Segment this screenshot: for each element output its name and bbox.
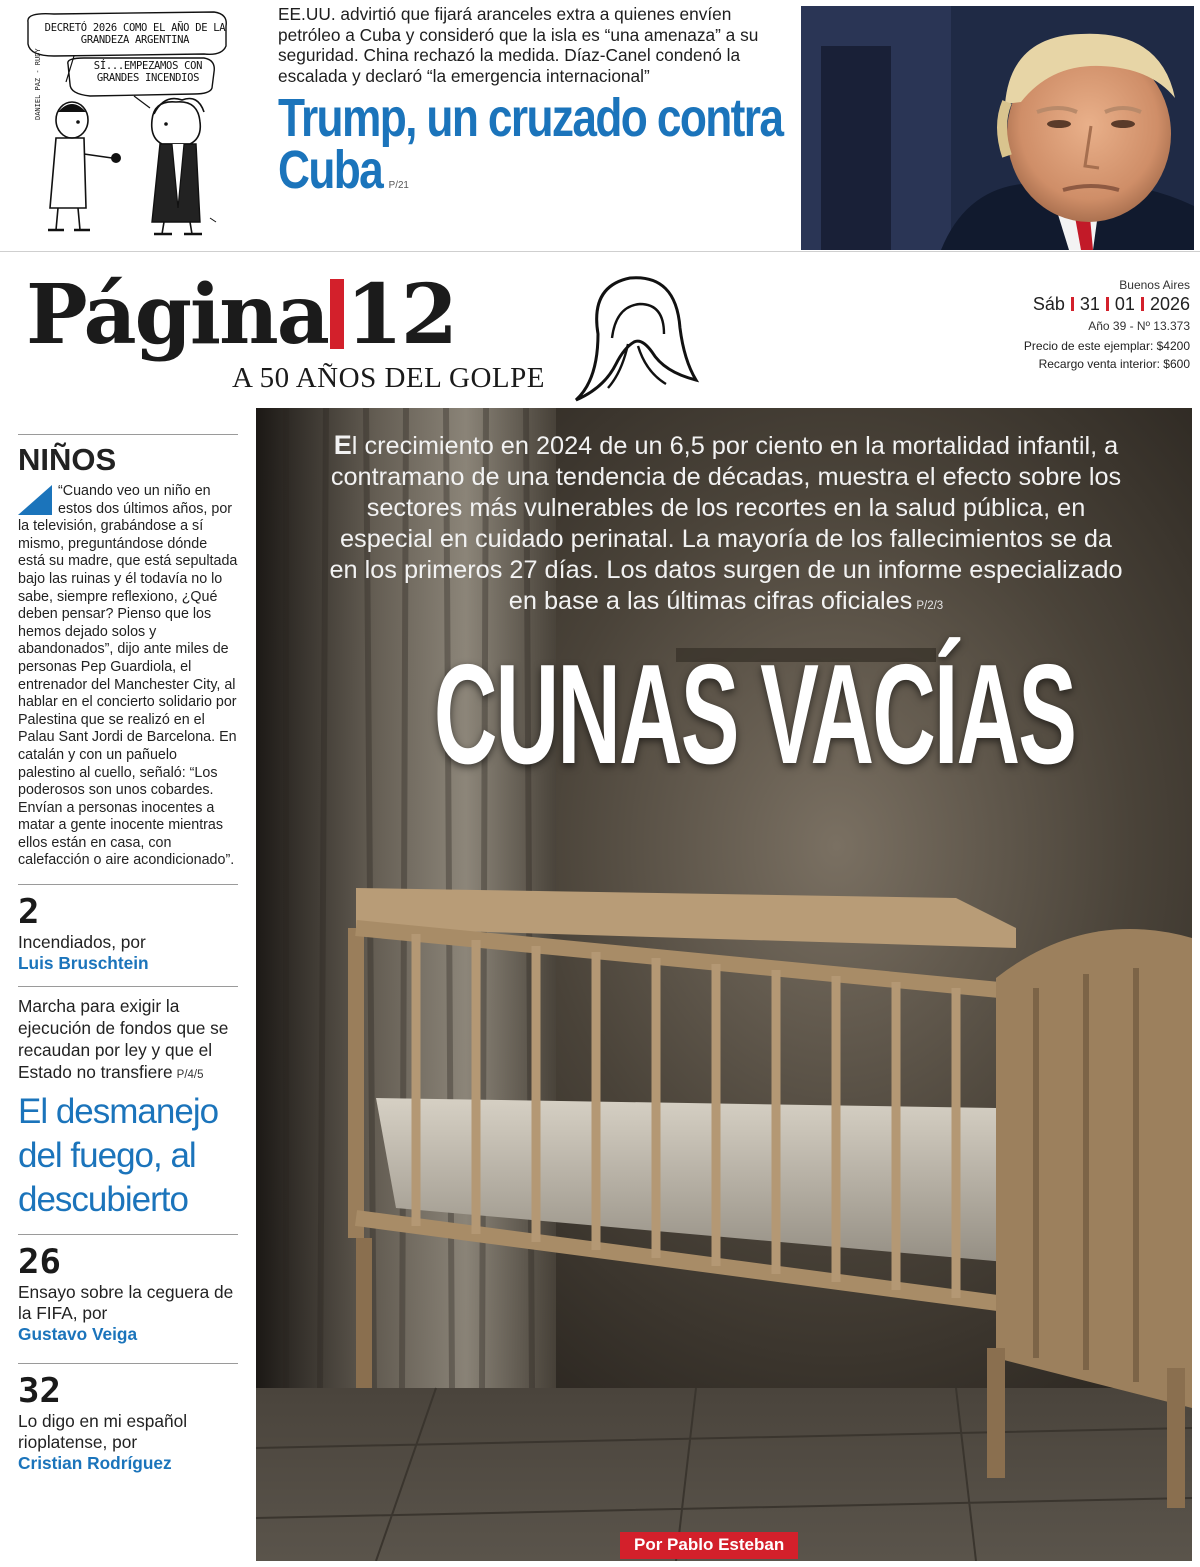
- fuego-headline[interactable]: El desmanejo del fuego, al descubierto: [18, 1092, 219, 1220]
- index-page-number: 26: [18, 1242, 62, 1283]
- index-page-number: 32: [18, 1371, 62, 1412]
- ninos-body: [18, 483, 238, 870]
- index-item-2[interactable]: [18, 885, 238, 980]
- blue-triangle-icon: [18, 485, 52, 515]
- white-kerchief-icon: [568, 268, 700, 408]
- date-year: 2026: [1149, 294, 1190, 314]
- ninos-text: “Cuando veo un niño en estos dos últimos años, por la televisión, grabándose a sí mismo, preguntándose dónde está su madre, que está sepultada bajo las ruinas y él todavía no lo sabe, siempre reflexiono, ¿Qué deben pensar? Pienso que los hemos dejado solos y abandonados”, dijo ante miles de personas Pep Guardiola, el entrenador del Manchester City, al hablar en el concierto solidario por Palestina que se realizó en el Palau Sant Jordi de Barcelona. En catalán y con un pañuelo palestino al cuello, señaló: “Los poderosos son unos cobardes. Envían a personas inocentes a matar a gente inocente mientras ellos están en casa, con calefacción o aire acondicionado”.: [18, 483, 238, 869]
- edition-city: Buenos Aires: [1119, 278, 1190, 292]
- date-separator: [1141, 297, 1144, 311]
- index-item-26[interactable]: [18, 1235, 238, 1351]
- fuego-story[interactable]: [18, 987, 238, 1234]
- ninos-title[interactable]: NIÑOS: [18, 442, 117, 477]
- cartoon-bubble-2: SÍ...EMPEZAMOS CON GRANDES INCENDIOS: [93, 60, 203, 84]
- logo-text-right: 12: [345, 267, 456, 363]
- date-separator: [1106, 297, 1109, 311]
- main-story[interactable]: [256, 408, 1192, 1561]
- trump-portrait: [801, 6, 1194, 250]
- teaser-summary: EE.UU. advirtió que fijará aranceles extra a quienes envíen petróleo a Cuba y consideró que la isla es “una amenaza” a su seguridad. China rechazó la medida. Díaz-Canel condenó la escalada y declaró “la emergencia internacional”: [278, 4, 759, 86]
- index-item-author[interactable]: Luis Bruschtein: [18, 953, 149, 974]
- ninos-column[interactable]: [18, 443, 238, 870]
- main-page-ref: P/2/3: [916, 600, 944, 612]
- teaser-headline-box[interactable]: [278, 88, 803, 212]
- teaser-story[interactable]: [278, 4, 798, 212]
- index-item-text: Ensayo sobre la ceguera de la FIFA, por: [18, 1282, 234, 1324]
- index-item-text: Incendiados, por: [18, 932, 146, 953]
- masthead: [0, 262, 1200, 408]
- fuego-page-ref: P/4/5: [176, 1069, 204, 1082]
- main-summary: [326, 430, 1126, 622]
- index-item-text: Lo digo en mi español rioplatense, por: [18, 1411, 188, 1453]
- byline-badge[interactable]: Por Pablo Esteban: [620, 1532, 798, 1559]
- index-item-32[interactable]: [18, 1364, 238, 1480]
- top-strip: [0, 0, 1200, 252]
- edition-info: [1024, 278, 1190, 371]
- cartoon-bubble-1: DECRETÓ 2026 COMO EL AÑO DE LA GRANDEZA ARGENTINA: [44, 22, 226, 46]
- edition-issue-number: Año 39 - Nº 13.373: [1088, 319, 1190, 333]
- date-month: 01: [1114, 294, 1135, 314]
- editorial-cartoon[interactable]: [14, 8, 250, 244]
- edition-date: [1024, 294, 1190, 315]
- date-weekday: Sáb: [1032, 294, 1065, 314]
- cartoon-credit: DANIEL PAZ - RUDY: [34, 48, 42, 120]
- sidebar-divider: [18, 434, 238, 435]
- main-summary-text: l crecimiento en 2024 de un 6,5 por ciento en la mortalidad infantil, a contramano de una tendencia de décadas, muestra el efecto sobre los sectores más vulnerables de los recortes en la salud pública, en especial en cuidado perinatal. La mayoría de los fallecimientos se da en los primeros 27 días. Los datos surgen de un informe especializado en base a las últimas cifras oficiales: [329, 432, 1123, 615]
- trump-photo[interactable]: [801, 6, 1194, 250]
- logo-text-left: Página: [26, 267, 328, 363]
- index-item-author[interactable]: Gustavo Veiga: [18, 1324, 138, 1345]
- logo-red-bar: [330, 279, 344, 349]
- teaser-page-ref: P/21: [388, 180, 409, 191]
- edition-price: Precio de este ejemplar: $4200: [1023, 339, 1190, 353]
- teaser-headline[interactable]: Trump, un cruzado contra Cuba: [278, 88, 783, 200]
- index-item-author[interactable]: Cristian Rodríguez: [18, 1453, 172, 1474]
- logo-tagline: A 50 AÑOS DEL GOLPE: [232, 362, 545, 394]
- date-separator: [1071, 297, 1074, 311]
- main-summary-lead: E: [333, 430, 352, 460]
- sidebar: [18, 434, 238, 1480]
- edition-surcharge: Recargo venta interior: $600: [1038, 357, 1190, 371]
- fuego-summary-text: Marcha para exigir la ejecución de fondos que se recaudan por ley y que el Estado no transfiere: [18, 996, 229, 1083]
- date-day: 31: [1079, 294, 1100, 314]
- fuego-summary: [18, 987, 238, 1086]
- main-headline[interactable]: CUNAS VACÍAS: [433, 635, 1076, 794]
- index-page-number: 2: [18, 892, 40, 933]
- newspaper-logo[interactable]: [26, 267, 456, 363]
